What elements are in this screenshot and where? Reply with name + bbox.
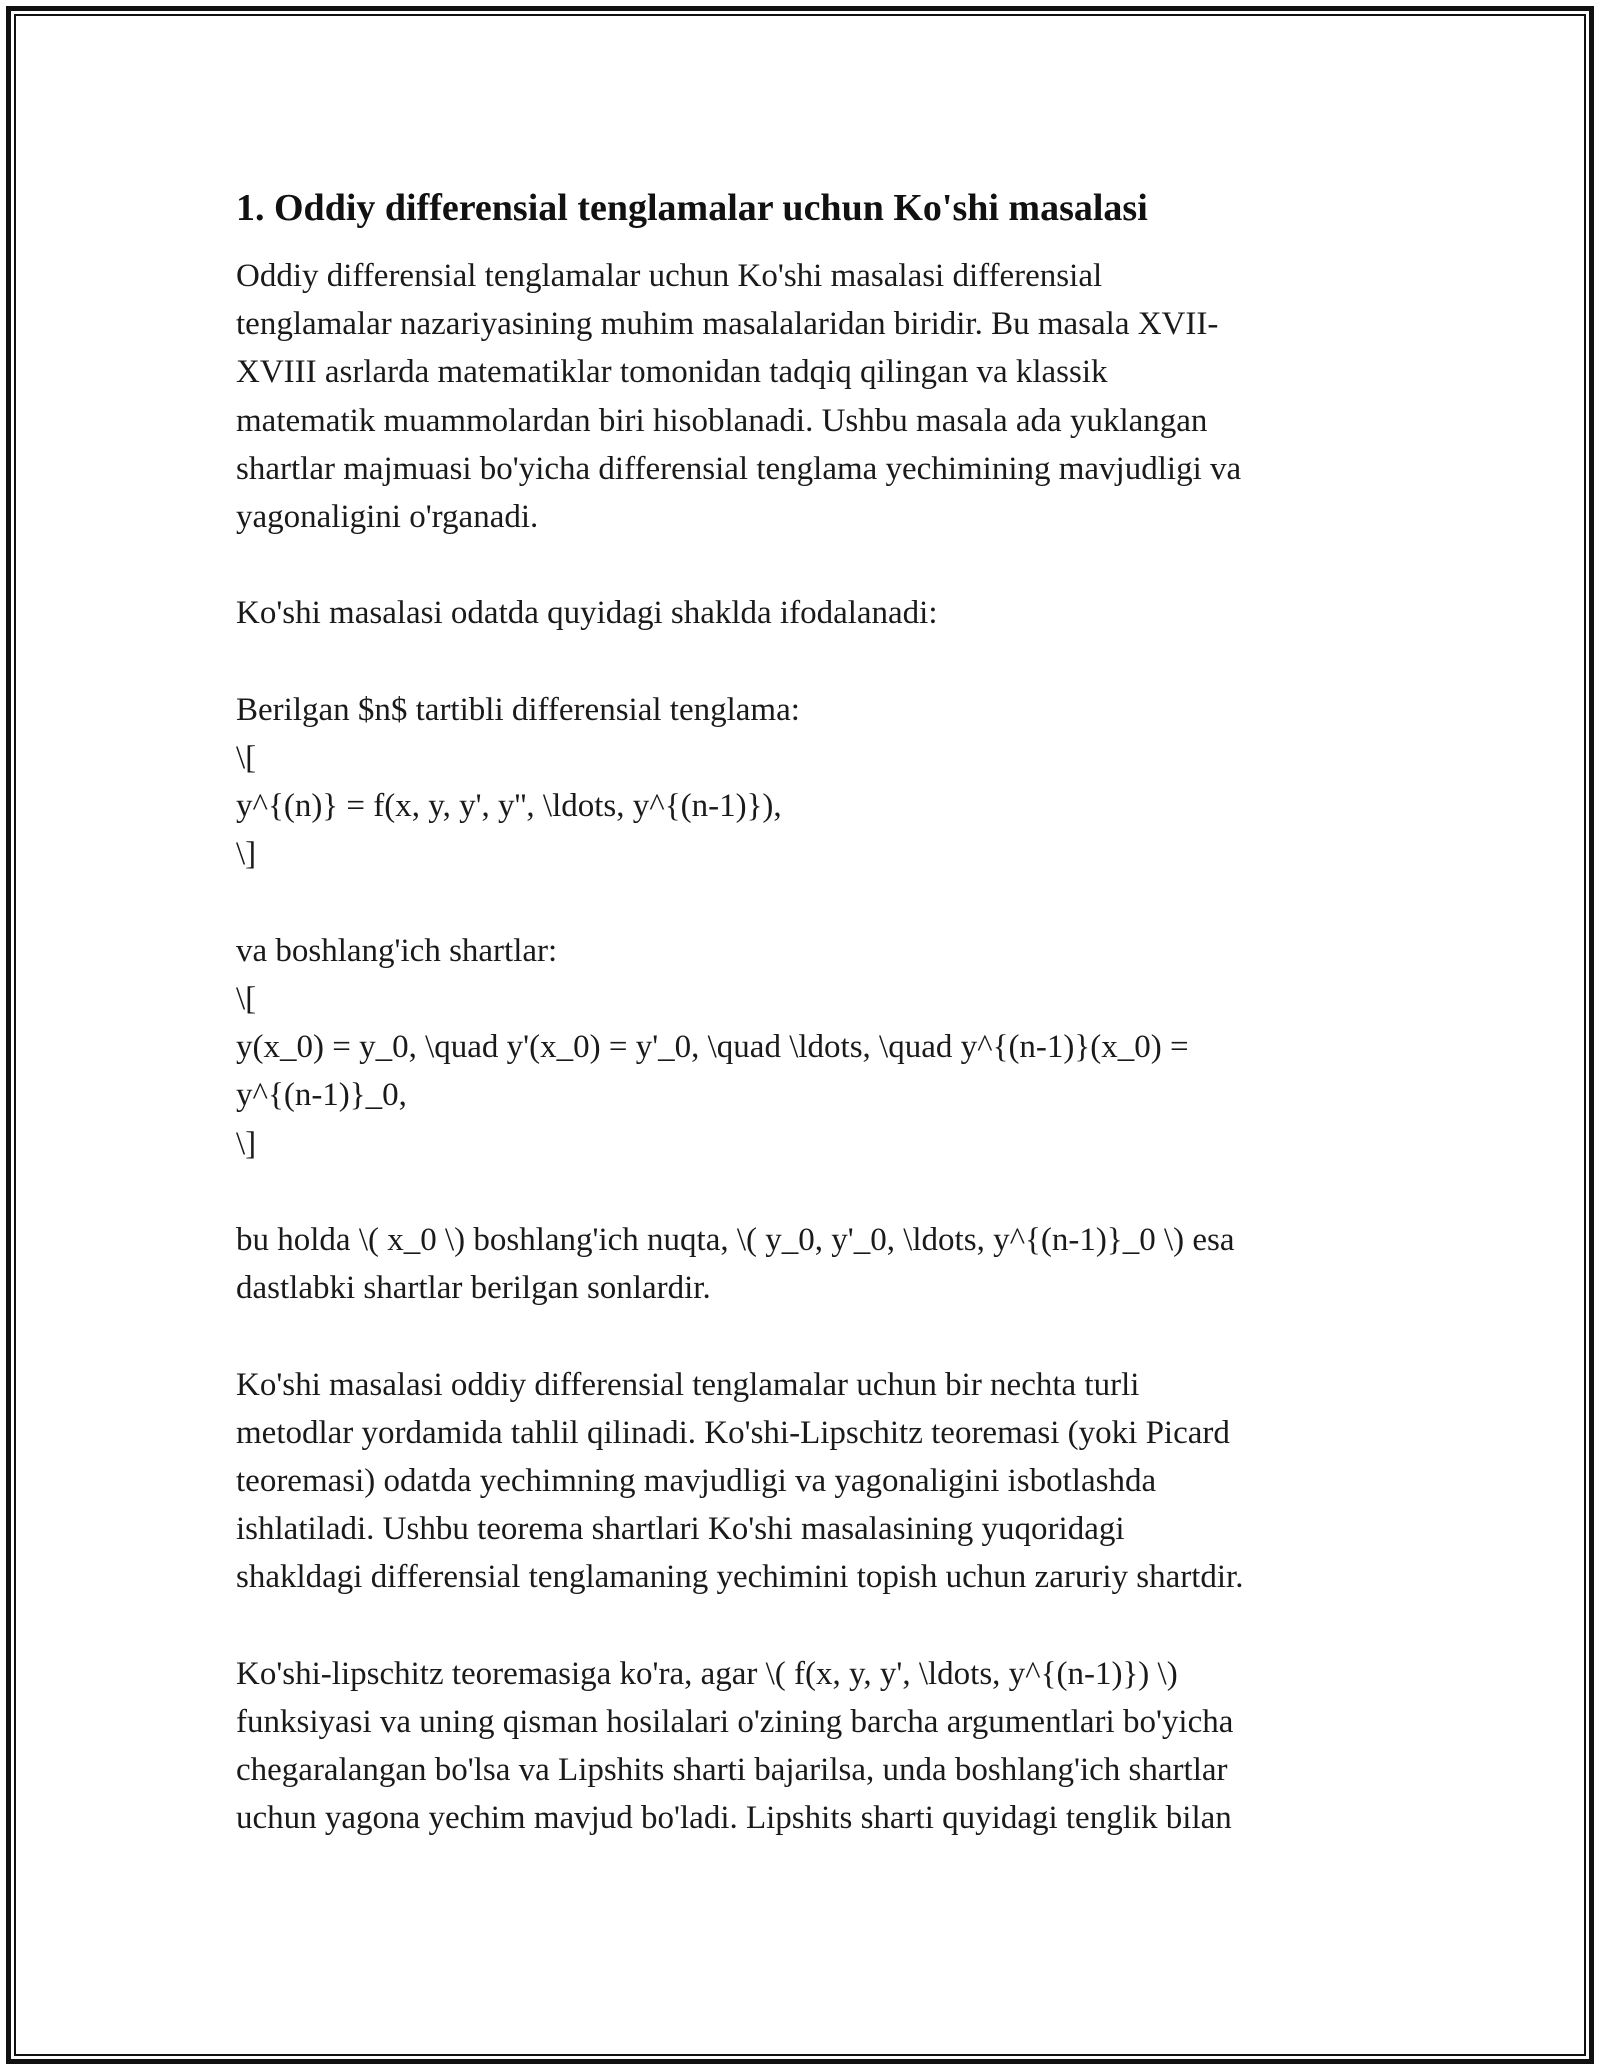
theorem-paragraph: Ko'shi-lipschitz teoremasiga ko'ra, agar \( f(x, y, y', \ldots, y^{(n-1)}) \) funksiyasi va uning qisman hosilalari o'zining barcha argumentlari bo'yicha chegaralangan bo'lsa va Lipshits sharti bajarilsa, unda boshlang'ich shartlar uchun yagona yechim mavjud bo'ladi. Lipshits sharti quyidagi tenglik bilan bbox=[236, 1655, 1234, 1837]
intro-paragraph: Oddiy differensial tenglamalar uchun Ko'shi masalasi differensial tenglamalar nazariyasining muhim masalalaridan biridir. Bu masala XVII- XVIII asrlarda matematiklar tomonidan tadqiq qilingan va klassik matematik muammolardan biri hisoblanadi. Ushbu masala ada yuklangan shartlar majmuasi bo'yicha differensial tenglama yechimining mavjudligi va yagonaligini o'rganadi. bbox=[236, 258, 1242, 536]
form-intro-paragraph: Ko'shi masalasi odatda quyidagi shaklda ifodalanadi: bbox=[236, 595, 938, 632]
explanation-paragraph: bu holda \( x_0 \) boshlang'ich nuqta, \( y_0, y'_0, \ldots, y^{(n-1)}_0 \) esa dastlabki shartlar berilgan sonlardir. bbox=[236, 1222, 1235, 1307]
initial-conditions-paragraph: va boshlang'ich shartlar: \[ y(x_0) = y_0, \quad y'(x_0) = y'_0, \quad \ldots, \quad y^{(n-1)}(x_0) = y^{(n-1)}_0, \] bbox=[236, 932, 1189, 1162]
methods-paragraph: Ko'shi masalasi oddiy differensial tenglamalar uchun bir nechta turli metodlar yordamida tahlil qilinadi. Ko'shi-Lipschitz teoremasi (yoki Picard teoremasi) odatda yechimning mavjudligi va yagonaligini isbotlashda ishlatiladi. Ushbu teorema shartlari Ko'shi masalasining yuqoridagi shakldagi differensial tenglamaning yechimini topish uchun zaruriy shartdir. bbox=[236, 1366, 1244, 1596]
section-heading: 1. Oddiy differensial tenglamalar uchun Ko'shi masalasi bbox=[236, 187, 1148, 229]
equation-paragraph: Berilgan $n$ tartibli differensial tenglama: \[ y^{(n)} = f(x, y, y', y'', \ldots, y^{(n-1)}), \] bbox=[236, 691, 800, 873]
document-body bbox=[236, 184, 1366, 1891]
